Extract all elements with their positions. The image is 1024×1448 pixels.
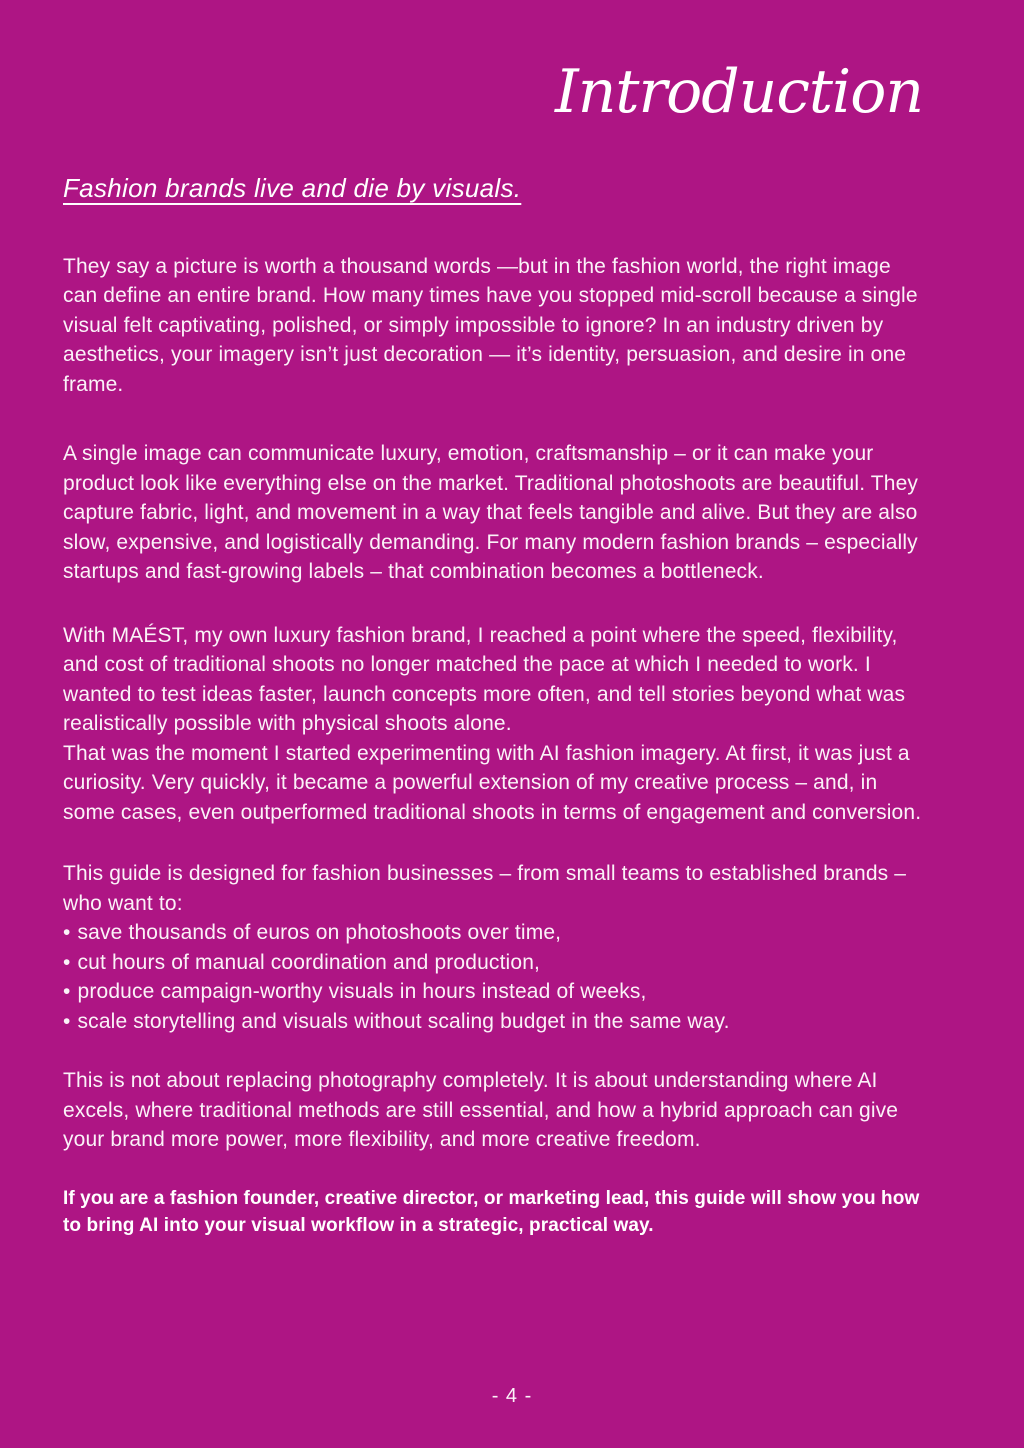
paragraph-picture-worth: They say a picture is worth a thousand words —but in the fashion world, the right image can define an entire brand. How many times have you stopped mid-scroll because a single visual felt captivating, polished, or simply impossible to ignore? In an industry driven by aesthetics, your imagery isn’t just decoration — it’s identity, persuasion, and desire in one frame. [63,254,918,396]
paragraph-guide-audience [63,859,923,1036]
page-content [63,54,923,1239]
section-subtitle: Fashion brands live and die by visuals. [63,172,522,203]
bullet-item [63,977,923,1007]
bullet-item [63,1007,923,1037]
closing-note: If you are a fashion founder, creative director, or marketing lead, this guide will show you how to bring AI into your visual workflow in a strategic, practical way. [63,1187,920,1236]
page-number: - 4 - [491,1385,533,1407]
guide-audience-intro: This guide is designed for fashion businesses – from small teams to established brands – who want to: [63,862,907,915]
bullet-text: save thousands of euros on photoshoots over time, [77,921,562,945]
paragraph-single-image: A single image can communicate luxury, emotion, craftsmanship – or it can make your product look like everything else on the market. Traditional photoshoots are beautiful. They capture fabric, light, and movement in a way that feels tangible and alive. But they are also slow, expensive, and logistically demanding. For many modern fashion brands – especially startups and fast-growing labels – that combination becomes a bottleneck. [63,442,919,584]
paragraph-maest-part2: That was the moment I started experimenting with AI fashion imagery. At first, it was just a curiosity. Very quickly, it became a powerful extension of my creative process – and, in some cases, even outperformed traditional shoots in terms of engagement and conversion. [63,741,922,824]
bullet-item [63,948,923,978]
bullet-text: cut hours of manual coordination and production, [77,950,541,974]
paragraph-maest-part1: With MAÉST, my own luxury fashion brand, I reached a point where the speed, flexibility, and cost of traditional shoots no longer matched the pace at which I needed to work. I wanted to test ideas faster, launch concepts more often, and tell stories beyond what was realistically possible with physical shoots alone. [63,623,906,736]
bullet-icon: • [63,1009,71,1033]
bullet-text: produce campaign-worthy visuals in hours instead of weeks, [77,980,647,1004]
paragraph-maest [63,621,923,828]
bullet-icon: • [63,950,71,974]
bullet-icon: • [63,980,71,1004]
bullet-icon: • [63,921,71,945]
bullet-item [63,918,923,948]
bullet-text: scale storytelling and visuals without scaling budget in the same way. [77,1009,730,1033]
paragraph-hybrid-approach: This is not about replacing photography completely. It is about understanding where AI excels, where traditional methods are still essential, and how a hybrid approach can give your brand more power, more flexibility, and more creative freedom. [63,1069,899,1152]
page-title: Introduction [555,57,923,127]
